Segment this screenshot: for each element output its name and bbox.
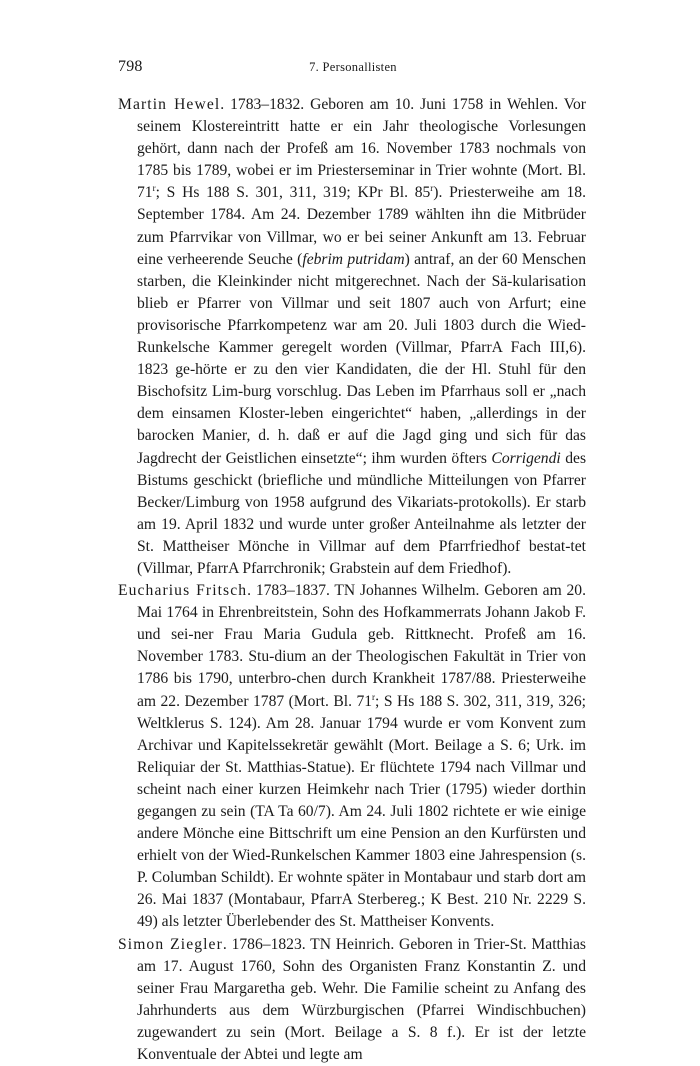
entry-name: Eucharius Fritsch: [118, 582, 248, 600]
running-head: 7. Personallisten: [309, 60, 397, 74]
page-body: [118, 94, 586, 1066]
page-number: 798: [118, 58, 143, 75]
italic-term: Corrigendi: [491, 449, 561, 467]
entry-eucharius-fritsch: Eucharius Fritsch. 1783–1837. TN Johannes Wilhelm. Geboren am 20. Mai 1764 in Ehrenbreitstein, Sohn des Hofkammerrats Johann Jakob F. und sei-ner Frau Maria Gudula geb. Rittknecht. Profeß am 16. November 1783. Stu-dium an der Theologischen Fakultät in Trier von 1786 bis 1790, unterbro-chen durch Krankheit 1787/88. Priesterweihe am 22. Dezember 1787 (Mort. Bl. 71$^r$; S Hs 188 S. 302, 311, 319, 326; Weltklerus S. 124). Am 28. Januar 1794 wurde er vom Konvent zum Archivar und Kapitelssekretär gewählt (Mort. Beilage a S. 6; Urk. im Reliquiar der St. Matthias-Statue). Er flüchtete 1794 nach Villmar und scheint nach einer kurzen Heimkehr nach Trier (1795) wieder dorthin gegangen zu sein (TA Ta 60/7). Am 24. Juli 1802 richtete er wie einige andere Mönche eine Bittschrift um eine Pension an den Kurfürsten und erhielt von der Wied-Runkelschen Kammer 1803 eine Jahrespension (s. P. Columban Schildt). Er wohnte später in Montabaur und starb dort am 26. Mai 1837 (Montabaur, PfarrA Sterbereg.; K Best. 210 Nr. 2229 S. 49) als letzter Überlebender des St. Mattheiser Konvents.: [118, 582, 586, 931]
entry-simon-ziegler: Simon Ziegler. 1786–1823. TN Heinrich. Geboren in Trier-St. Matthias am 17. August 1760, Sohn des Organisten Franz Konstantin Z. und seiner Frau Margaretha geb. Wehr. Die Familie scheint zu Anfang des Jahrhunderts aus dem Würzburgischen (Pfarrei Windischbuchen) zugewandert zu sein (Mort. Beilage a S. 8 f.). Er ist der letzte Konventuale der Abtei und legte am: [118, 935, 586, 1064]
entry-name: Martin Hewel: [118, 96, 221, 113]
entry-name: Simon Ziegler: [118, 935, 223, 953]
page-header: [118, 58, 588, 82]
italic-term: febrim putridam: [302, 250, 405, 268]
entry-martin-hewel: Martin Hewel. 1783–1832. Geboren am 10. Juni 1758 in Wehlen. Vor seinem Klostereintritt hatte er ein Jahr theologische Vorlesungen gehört, dann nach der Profeß am 16. November 1783 nochmals von 1785 bis 1789, wobei er im Priesterseminar in Trier wohnte (Mort. Bl. 71$^r$; S Hs 188 S. 301, 311, 319; KPr Bl. 85$^r$). Priesterweihe am 18. September 1784. Am 24. Dezember 1789 wählten ihn die Mitbrüder zum Pfarrvikar von Villmar, wo er bei seiner Ankunft am 13. Februar eine verheerende Seuche (febrim putridam) antraf, an der 60 Menschen starben, die Kleinkinder nicht mitgerechnet. Nach der Sä-kularisation blieb er Pfarrer von Villmar und seit 1807 auch von Arfurt; eine provisorische Pfarrkompetenz war am 20. Juli 1803 durch die Wied-Runkelsche Kammer geregelt worden (Villmar, PfarrA Fach III,6). 1823 ge-hörte er zu den vier Kandidaten, die der Hl. Stuhl für den Bischofsitz Lim-burg vorschlug. Das Leben im Pfarrhaus soll er „nach dem einsamen Kloster-leben eingerichtet“ haben, „allerdings in der barocken Manier, d. h. daß er auf die Jagd ging und sich für das Jagdrecht der Geistlichen einsetzte“; ihm wurden öfters Corrigendi des Bistums geschickt (briefliche und mündliche Mitteilungen von Pfarrer Becker/Limburg von 1958 aufgrund des Vikariats-protokolls). Er starb am 19. April 1832 und wurde unter großer Anteilnahme als letzter der St. Mattheiser Mönche in Villmar auf dem Pfarrfriedhof bestat-tet (Villmar, PfarrA Pfarrchronik; Grabstein auf dem Friedhof).: [118, 96, 587, 577]
